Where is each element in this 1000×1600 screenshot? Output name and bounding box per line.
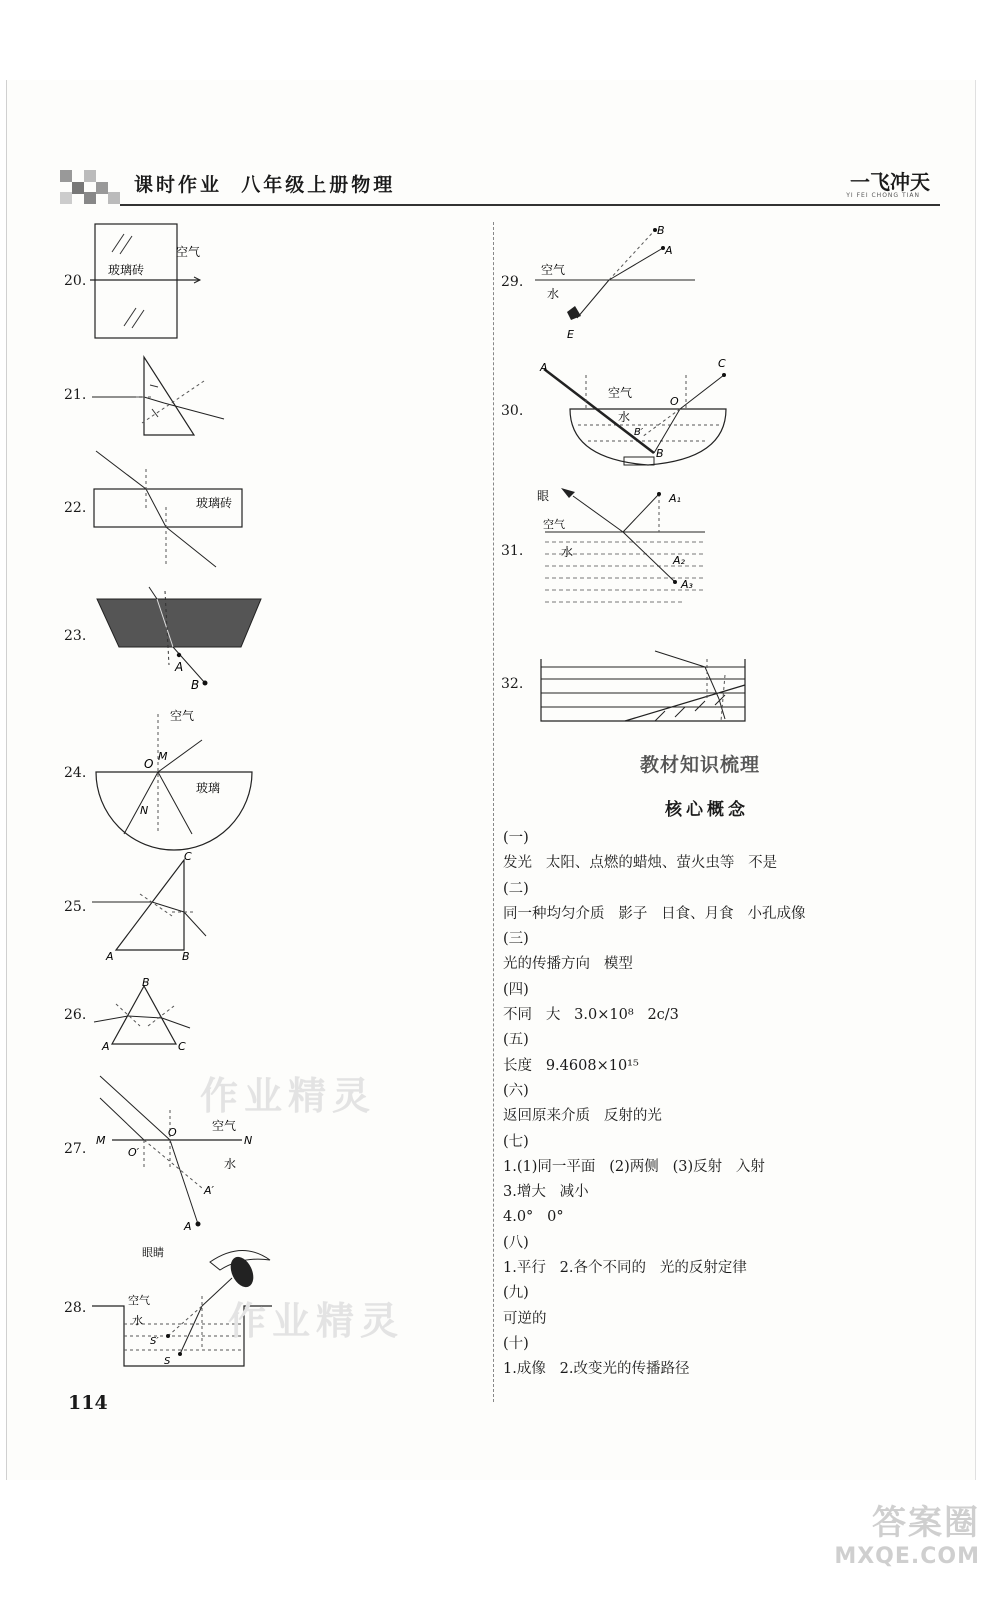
answer-list bbox=[503, 826, 963, 1383]
point-a1-label: A₁ bbox=[669, 492, 681, 505]
water-label: 水 bbox=[618, 410, 631, 424]
answer-line: 3.增大 减小 bbox=[503, 1184, 589, 1201]
air-label: 空气 bbox=[543, 518, 565, 531]
point-o-label: O bbox=[168, 1126, 177, 1139]
problem-number-25: 25. bbox=[64, 899, 87, 915]
figure-32 bbox=[535, 645, 755, 725]
problem-number-29: 29. bbox=[501, 274, 524, 290]
water-label: 水 bbox=[132, 1314, 143, 1327]
air-label: 空气 bbox=[608, 386, 633, 400]
site-watermark bbox=[830, 1495, 980, 1569]
figure-26 bbox=[92, 974, 202, 1054]
problem-number-31: 31. bbox=[501, 543, 524, 559]
answer-line: (三) bbox=[503, 931, 529, 948]
point-a-label: A bbox=[184, 1220, 192, 1233]
figure-21 bbox=[92, 355, 232, 445]
point-c-label: C bbox=[184, 850, 192, 863]
answer-line: 长度 9.4608×10¹⁵ bbox=[503, 1057, 639, 1074]
point-b-prime-label: B′ bbox=[634, 427, 644, 438]
figure-20 bbox=[90, 222, 220, 342]
answer-line: 1.成像 2.改变光的传播路径 bbox=[503, 1361, 690, 1378]
eye-label: 眼 bbox=[537, 489, 550, 503]
figure-23 bbox=[95, 585, 265, 695]
problem-number-21: 21. bbox=[64, 387, 87, 403]
problem-number-30: 30. bbox=[501, 403, 524, 419]
point-b-label: B bbox=[657, 224, 665, 237]
glass-brick-label: 玻璃砖 bbox=[108, 263, 145, 277]
water-label: 水 bbox=[547, 287, 560, 301]
problem-number-23: 23. bbox=[64, 628, 87, 644]
point-b-label: B bbox=[191, 678, 200, 692]
air-label: 空气 bbox=[128, 1294, 150, 1307]
answer-line: (一) bbox=[503, 830, 529, 846]
problem-number-28: 28. bbox=[64, 1300, 87, 1316]
point-n-label: N bbox=[140, 804, 149, 817]
water-label: 水 bbox=[224, 1157, 237, 1171]
figure-30 bbox=[530, 355, 740, 470]
figure-29 bbox=[535, 222, 705, 347]
figure-31 bbox=[535, 478, 715, 628]
answer-line: (二) bbox=[503, 880, 529, 897]
column-divider bbox=[493, 222, 494, 1402]
brand-logo-subtitle: YI FEI CHONG TIAN bbox=[846, 192, 920, 199]
section-subtitle: 核心概念 bbox=[665, 800, 749, 820]
answer-line: (四) bbox=[503, 981, 529, 998]
point-b-label: B bbox=[182, 950, 190, 963]
header-title: 课时作业 八年级上册物理 bbox=[134, 174, 396, 196]
point-o-prime-label: O′ bbox=[128, 1146, 140, 1159]
answer-line: (六) bbox=[503, 1082, 529, 1099]
answer-line: (十) bbox=[503, 1335, 529, 1352]
point-a-label: A bbox=[102, 1040, 110, 1053]
point-a-label: A bbox=[665, 244, 673, 257]
header-rule bbox=[120, 204, 940, 206]
eye-label: 眼睛 bbox=[142, 1246, 164, 1259]
point-a-label: A bbox=[106, 950, 114, 963]
point-a3-label: A₃ bbox=[681, 578, 693, 591]
problem-number-26: 26. bbox=[64, 1007, 87, 1023]
air-label: 空气 bbox=[541, 263, 566, 277]
point-a-label: A bbox=[175, 660, 184, 674]
page-number: 114 bbox=[68, 1392, 108, 1414]
answer-line: 1.平行 2.各个不同的 光的反射定律 bbox=[503, 1260, 747, 1277]
point-c-label: C bbox=[178, 1040, 186, 1053]
site-watermark-url: MXQE.COM bbox=[834, 1544, 980, 1569]
answer-line: (八) bbox=[503, 1234, 529, 1251]
point-n-label: N bbox=[244, 1134, 253, 1147]
glass-label: 玻璃 bbox=[196, 781, 221, 795]
glass-brick-label: 玻璃砖 bbox=[196, 496, 233, 510]
answer-line: 光的传播方向 模型 bbox=[503, 956, 633, 973]
point-m-label: M bbox=[158, 750, 168, 763]
point-o-label: O bbox=[670, 395, 679, 408]
problem-number-32: 32. bbox=[501, 676, 524, 692]
answer-line: (九) bbox=[503, 1285, 529, 1302]
point-b-label: B bbox=[142, 976, 150, 989]
section-title: 教材知识梳理 bbox=[640, 754, 761, 776]
point-a-label: A bbox=[540, 361, 548, 374]
point-a2-label: A₂ bbox=[673, 554, 685, 567]
water-label: 水 bbox=[561, 545, 574, 559]
air-label: 空气 bbox=[170, 709, 195, 723]
figure-24 bbox=[92, 710, 262, 840]
figure-22 bbox=[92, 447, 252, 577]
problem-number-22: 22. bbox=[64, 500, 87, 516]
site-watermark-name: 答案圈 bbox=[872, 1503, 980, 1543]
brand-logo: 一飞冲天 bbox=[850, 170, 930, 194]
problem-number-20: 20. bbox=[64, 273, 87, 289]
page-header bbox=[60, 160, 940, 210]
problem-number-27: 27. bbox=[64, 1141, 87, 1157]
point-m-label: M bbox=[96, 1134, 106, 1147]
point-s-label: S bbox=[164, 1356, 171, 1367]
answer-line: 4.0° 0° bbox=[503, 1209, 564, 1226]
answer-line: (七) bbox=[503, 1133, 529, 1150]
answer-line: 返回原来介质 反射的光 bbox=[503, 1108, 662, 1125]
watermark-text: 作业精灵 bbox=[200, 1074, 377, 1118]
answer-line: 不同 大 3.0×10⁸ 2c/3 bbox=[503, 1007, 679, 1024]
watermark-text: 作业精灵 bbox=[228, 1299, 405, 1343]
answer-line: 1.(1)同一平面 (2)两侧 (3)反射 入射 bbox=[503, 1158, 765, 1175]
air-label: 空气 bbox=[176, 245, 201, 259]
problem-number-24: 24. bbox=[64, 765, 87, 781]
answer-line: 发光 太阳、点燃的蜡烛、萤火虫等 不是 bbox=[503, 855, 778, 872]
point-c-label: C bbox=[718, 357, 726, 370]
point-o-label: O bbox=[144, 757, 154, 771]
answer-line: 可逆的 bbox=[503, 1310, 547, 1327]
point-e-label: E bbox=[567, 328, 574, 341]
point-b-label: B bbox=[656, 447, 664, 460]
point-a-prime-label: A′ bbox=[204, 1184, 215, 1197]
checker-decoration bbox=[60, 170, 120, 204]
answer-line: 同一种均匀介质 影子 日食、月食 小孔成像 bbox=[503, 905, 806, 922]
point-s-prime-label: S′ bbox=[150, 1336, 159, 1347]
figure-25 bbox=[92, 850, 222, 965]
air-label: 空气 bbox=[212, 1119, 237, 1133]
answer-line: (五) bbox=[503, 1032, 529, 1049]
